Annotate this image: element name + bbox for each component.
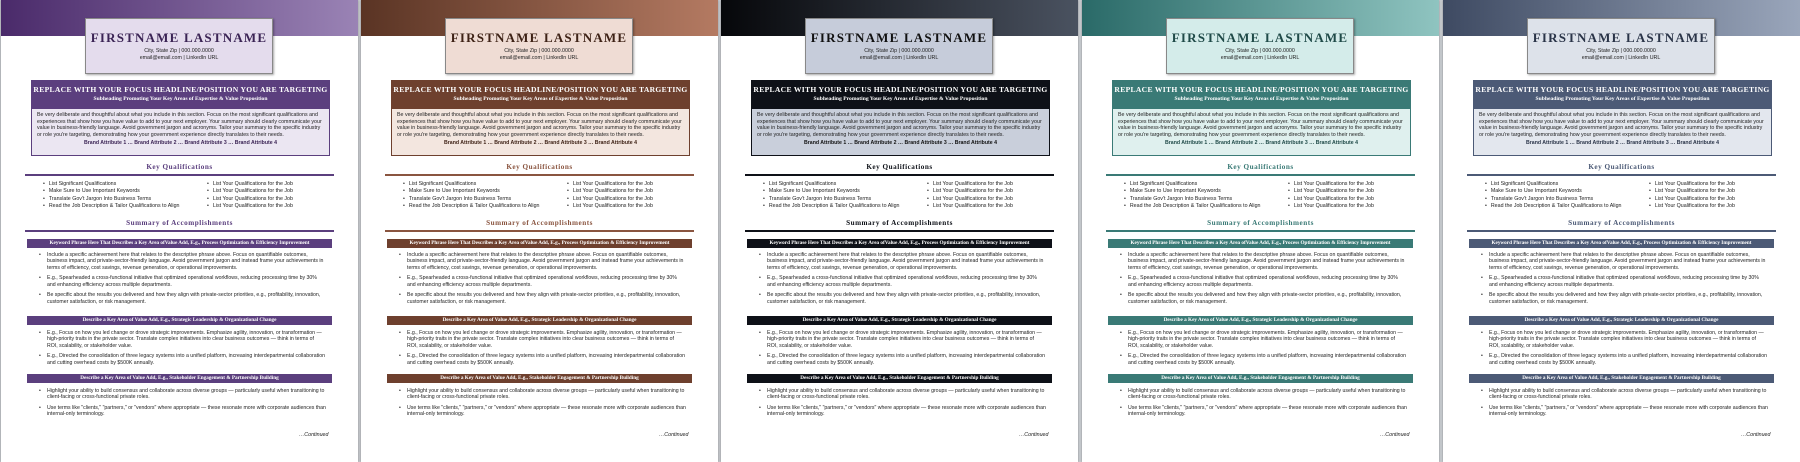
contact-line-1: City, State Zip | 000.000.0000 xyxy=(1225,48,1295,54)
accomplishment-bullet: • E.g., Spearheaded a cross-functional initiative that optimized operational workflows, reducing processing time by 30% and enhancing efficiency across multiple departments. xyxy=(39,275,326,288)
accomplishment-bullet: • Include a specific achievement here that relates to the descriptive phrase above. Focus on quantifiable outcomes, business impact, and private-sector-friendly language. Avoid government jargon and instead frame your achievements in terms of efficiency, cost savings, revenue generation, or operational improvements. xyxy=(1120,252,1407,271)
summary-text: Be very deliberate and thoughtful about what you include in this section. Focus on the most significant qualifications and experiences that show how you have value to add to your next employer. Your summary should clearly communicate your value in business-friendly language. Avoid government jargon and acronyms. Tailor your summary to the specific industry or role you're targeting, demonstrating how your government experience directly translates to their needs. xyxy=(397,112,682,138)
accomplishment-bullets xyxy=(1120,388,1407,422)
accomplishment-group-header: Describe a Key Area of Value Add, E.g., Strategic Leadership & Organizational Change xyxy=(387,316,692,325)
section-rule xyxy=(25,230,334,232)
section-rule xyxy=(1467,230,1776,232)
summary-text: Be very deliberate and thoughtful about what you include in this section. Focus on the most significant qualifications and experiences that show how you have value to add to your next employer. Your summary should clearly communicate your value in business-friendly language. Avoid government jargon and acronyms. Tailor your summary to the specific industry or role you're targeting, demonstrating how your government experience directly translates to their needs. xyxy=(757,112,1042,138)
brand-attributes: Brand Attribute 1 … Brand Attribute 2 … Brand Attribute 3 … Brand Attribute 4 xyxy=(1526,140,1719,146)
qualification-item: • List Significant Qualifications xyxy=(403,181,567,188)
headline: REPLACE WITH YOUR FOCUS HEADLINE/POSITION YOU ARE TARGETING xyxy=(753,85,1048,94)
qualification-item: • Translate Gov't Jargon Into Business Terms xyxy=(763,196,927,203)
section-rule xyxy=(385,230,694,232)
accomplishments-title: Summary of Accomplishments xyxy=(486,219,593,227)
brand-attributes: Brand Attribute 1 … Brand Attribute 2 … Brand Attribute 3 … Brand Attribute 4 xyxy=(444,140,637,146)
qualification-item: • List Your Qualifications for the Job xyxy=(927,203,1053,210)
accomplishment-bullet: • E.g., Directed the consolidation of three legacy systems into a unified platform, increasing interdepartmental collaboration and cutting overhead costs by $500K annually. xyxy=(39,353,326,366)
subheadline: Subheading Promoting Your Key Areas of Expertise & Value Proposition xyxy=(813,96,988,102)
qualification-item: • List Your Qualifications for the Job xyxy=(207,188,333,195)
accomplishment-bullet: • Highlight your ability to build consensus and collaborate across diverse groups — particularly useful when transitioning to client-facing or cross-functional private roles. xyxy=(1481,388,1768,401)
accomplishment-bullets xyxy=(399,252,686,309)
qualification-item: • Make Sure to Use Important Keywords xyxy=(403,188,567,195)
name-box xyxy=(445,18,633,74)
accomplishment-bullets xyxy=(759,388,1046,422)
name-box xyxy=(1527,18,1715,74)
qualification-item: • List Significant Qualifications xyxy=(1124,181,1288,188)
summary-box xyxy=(751,80,1050,156)
qualification-item: • Read the Job Description & Tailor Qualifications to Align xyxy=(1485,203,1649,210)
summary-box xyxy=(391,80,690,156)
qualification-item: • Translate Gov't Jargon Into Business Terms xyxy=(43,196,207,203)
contact-line-1: City, State Zip | 000.000.0000 xyxy=(864,48,934,54)
accomplishment-group-header: Describe a Key Area of Value Add, E.g., Stakeholder Engagement & Partnership Building xyxy=(747,374,1052,383)
accomplishment-bullets xyxy=(39,330,326,370)
qualification-item: • List Your Qualifications for the Job xyxy=(927,188,1053,195)
accomplishment-bullets xyxy=(399,330,686,370)
qualification-item: • List Your Qualifications for the Job xyxy=(1288,203,1414,210)
resume-page[interactable] xyxy=(1,0,358,462)
section-rule xyxy=(1106,174,1415,176)
accomplishments-title: Summary of Accomplishments xyxy=(846,219,953,227)
contact-line-2: email@email.com | LinkedIn URL xyxy=(1581,55,1661,61)
accomplishment-bullet: • E.g., Focus on how you led change or drove strategic improvements. Emphasize agility, innovation, or transformation — high-priority traits in the private sector. Translate complex initiatives into clear business outcomes — think in terms of ROI, scalability, or stakeholder value. xyxy=(1120,330,1407,349)
qualification-item: • List Your Qualifications for the Job xyxy=(207,181,333,188)
qualification-item: • List Your Qualifications for the Job xyxy=(1649,188,1775,195)
resume-page[interactable] xyxy=(721,0,1078,462)
accomplishment-bullet: • Highlight your ability to build consensus and collaborate across diverse groups — particularly useful when transitioning to client-facing or cross-functional private roles. xyxy=(399,388,686,401)
qualification-item: • List Your Qualifications for the Job xyxy=(567,203,693,210)
qualification-item: • Read the Job Description & Tailor Qualifications to Align xyxy=(763,203,927,210)
section-rule xyxy=(25,174,334,176)
headline-banner xyxy=(392,81,689,109)
qualification-item: • List Your Qualifications for the Job xyxy=(207,203,333,210)
accomplishment-bullet: • Include a specific achievement here that relates to the descriptive phrase above. Focus on quantifiable outcomes, business impact, and private-sector-friendly language. Avoid government jargon and instead frame your achievements in terms of efficiency, cost savings, revenue generation, or operational improvements. xyxy=(759,252,1046,271)
accomplishment-bullet: • E.g., Focus on how you led change or drove strategic improvements. Emphasize agility, innovation, or transformation — high-priority traits in the private sector. Translate complex initiatives into clear business outcomes — think in terms of ROI, scalability, or stakeholder value. xyxy=(1481,330,1768,349)
accomplishment-bullet: • E.g., Focus on how you led change or drove strategic improvements. Emphasize agility, innovation, or transformation — high-priority traits in the private sector. Translate complex initiatives into clear business outcomes — think in terms of ROI, scalability, or stakeholder value. xyxy=(399,330,686,349)
key-qualifications-title: Key Qualifications xyxy=(866,163,933,171)
brand-attributes: Brand Attribute 1 … Brand Attribute 2 … Brand Attribute 3 … Brand Attribute 4 xyxy=(804,140,997,146)
accomplishment-group-header: Describe a Key Area of Value Add, E.g., Stakeholder Engagement & Partnership Building xyxy=(1469,374,1774,383)
accomplishment-bullet: • E.g., Directed the consolidation of three legacy systems into a unified platform, increasing interdepartmental collaboration and cutting overhead costs by $500K annually. xyxy=(1120,353,1407,366)
accomplishment-bullet: • E.g., Focus on how you led change or drove strategic improvements. Emphasize agility, innovation, or transformation — high-priority traits in the private sector. Translate complex initiatives into clear business outcomes — think in terms of ROI, scalability, or stakeholder value. xyxy=(759,330,1046,349)
resume-page[interactable] xyxy=(361,0,718,462)
accomplishment-bullet: • Use terms like "clients," "partners," or "vendors" where appropriate — these resonate more with corporate audiences than internal-only terminology. xyxy=(39,405,326,418)
accomplishment-bullet: • Use terms like "clients," "partners," or "vendors" where appropriate — these resonate more with corporate audiences than internal-only terminology. xyxy=(1481,405,1768,418)
summary-text: Be very deliberate and thoughtful about what you include in this section. Focus on the most significant qualifications and experiences that show how you have value to add to your next employer. Your summary should clearly communicate your value in business-friendly language. Avoid government jargon and acronyms. Tailor your summary to the specific industry or role you're targeting, demonstrating how your government experience directly translates to their needs. xyxy=(1118,112,1403,138)
accomplishments-title: Summary of Accomplishments xyxy=(1568,219,1675,227)
accomplishments-title: Summary of Accomplishments xyxy=(1207,219,1314,227)
qualifications-list xyxy=(1485,181,1775,210)
qualification-item: • List Your Qualifications for the Job xyxy=(1288,188,1414,195)
key-qualifications-title: Key Qualifications xyxy=(1227,163,1294,171)
qualification-item: • List Significant Qualifications xyxy=(43,181,207,188)
qualification-item: • Make Sure to Use Important Keywords xyxy=(1124,188,1288,195)
accomplishment-bullets xyxy=(1481,330,1768,370)
candidate-name: FIRSTNAME LASTNAME xyxy=(1171,30,1349,45)
qualifications-list xyxy=(1124,181,1414,210)
headline: REPLACE WITH YOUR FOCUS HEADLINE/POSITION YOU ARE TARGETING xyxy=(393,85,688,94)
qualification-item: • List Significant Qualifications xyxy=(763,181,927,188)
accomplishment-bullet: • E.g., Directed the consolidation of three legacy systems into a unified platform, increasing interdepartmental collaboration and cutting overhead costs by $500K annually. xyxy=(399,353,686,366)
accomplishment-group-header: Describe a Key Area of Value Add, E.g., Stakeholder Engagement & Partnership Building xyxy=(27,374,332,383)
accomplishment-bullet: • Include a specific achievement here that relates to the descriptive phrase above. Focus on quantifiable outcomes, business impact, and private-sector-friendly language. Avoid government jargon and instead frame your achievements in terms of efficiency, cost savings, revenue generation, or operational improvements. xyxy=(399,252,686,271)
continued-note: …Continued xyxy=(1741,432,1771,438)
accomplishment-group-header: Keyword Phrase Here That Describes a Key Area ofValue Add, E.g., Process Optimization & Efficiency Improvement xyxy=(27,239,332,248)
accomplishment-bullet: • Highlight your ability to build consensus and collaborate across diverse groups — particularly useful when transitioning to client-facing or cross-functional private roles. xyxy=(39,388,326,401)
accomplishment-group-header: Describe a Key Area of Value Add, E.g., Stakeholder Engagement & Partnership Building xyxy=(1108,374,1413,383)
contact-line-2: email@email.com | LinkedIn URL xyxy=(859,55,939,61)
qualification-item: • List Your Qualifications for the Job xyxy=(927,196,1053,203)
brand-attributes: Brand Attribute 1 … Brand Attribute 2 … Brand Attribute 3 … Brand Attribute 4 xyxy=(1165,140,1358,146)
name-box xyxy=(1166,18,1354,74)
accomplishment-bullet: • Use terms like "clients," "partners," or "vendors" where appropriate — these resonate more with corporate audiences than internal-only terminology. xyxy=(399,405,686,418)
qualification-item: • Make Sure to Use Important Keywords xyxy=(1485,188,1649,195)
section-rule xyxy=(1106,230,1415,232)
subheadline: Subheading Promoting Your Key Areas of Expertise & Value Proposition xyxy=(453,96,628,102)
accomplishment-bullet: • E.g., Spearheaded a cross-functional initiative that optimized operational workflows, reducing processing time by 30% and enhancing efficiency across multiple departments. xyxy=(759,275,1046,288)
accomplishment-bullet: • Highlight your ability to build consensus and collaborate across diverse groups — particularly useful when transitioning to client-facing or cross-functional private roles. xyxy=(759,388,1046,401)
accomplishment-group-header: Describe a Key Area of Value Add, E.g., Strategic Leadership & Organizational Change xyxy=(1108,316,1413,325)
qualification-item: • List Your Qualifications for the Job xyxy=(1649,181,1775,188)
qualification-item: • List Significant Qualifications xyxy=(1485,181,1649,188)
resume-page[interactable] xyxy=(1082,0,1439,462)
contact-line-2: email@email.com | LinkedIn URL xyxy=(499,55,579,61)
accomplishment-bullet: • Include a specific achievement here that relates to the descriptive phrase above. Focus on quantifiable outcomes, business impact, and private-sector-friendly language. Avoid government jargon and instead frame your achievements in terms of efficiency, cost savings, revenue generation, or operational improvements. xyxy=(39,252,326,271)
accomplishment-bullets xyxy=(1481,252,1768,309)
accomplishment-group-header: Describe a Key Area of Value Add, E.g., Stakeholder Engagement & Partnership Building xyxy=(387,374,692,383)
headline: REPLACE WITH YOUR FOCUS HEADLINE/POSITION YOU ARE TARGETING xyxy=(33,85,328,94)
continued-note: …Continued xyxy=(659,432,689,438)
accomplishment-group-header: Keyword Phrase Here That Describes a Key Area ofValue Add, E.g., Process Optimization & Efficiency Improvement xyxy=(1469,239,1774,248)
continued-note: …Continued xyxy=(299,432,329,438)
accomplishment-bullets xyxy=(399,388,686,422)
qualification-item: • Read the Job Description & Tailor Qualifications to Align xyxy=(1124,203,1288,210)
subheadline: Subheading Promoting Your Key Areas of Expertise & Value Proposition xyxy=(93,96,268,102)
accomplishment-bullet: • Highlight your ability to build consensus and collaborate across diverse groups — particularly useful when transitioning to client-facing or cross-functional private roles. xyxy=(1120,388,1407,401)
qualifications-list xyxy=(763,181,1053,210)
summary-box xyxy=(31,80,330,156)
accomplishment-bullet: • Use terms like "clients," "partners," or "vendors" where appropriate — these resonate more with corporate audiences than internal-only terminology. xyxy=(1120,405,1407,418)
contact-line-2: email@email.com | LinkedIn URL xyxy=(1220,55,1300,61)
accomplishment-bullets xyxy=(759,330,1046,370)
candidate-name: FIRSTNAME LASTNAME xyxy=(90,30,268,45)
contact-line-1: City, State Zip | 000.000.0000 xyxy=(1586,48,1656,54)
accomplishment-bullet: • E.g., Directed the consolidation of three legacy systems into a unified platform, increasing interdepartmental collaboration and cutting overhead costs by $500K annually. xyxy=(759,353,1046,366)
accomplishment-bullet: • E.g., Spearheaded a cross-functional initiative that optimized operational workflows, reducing processing time by 30% and enhancing efficiency across multiple departments. xyxy=(1120,275,1407,288)
summary-text: Be very deliberate and thoughtful about what you include in this section. Focus on the most significant qualifications and experiences that show how you have value to add to your next employer. Your summary should clearly communicate your value in business-friendly language. Avoid government jargon and acronyms. Tailor your summary to the specific industry or role you're targeting, demonstrating how your government experience directly translates to their needs. xyxy=(1479,112,1764,138)
accomplishment-bullet: • E.g., Spearheaded a cross-functional initiative that optimized operational workflows, reducing processing time by 30% and enhancing efficiency across multiple departments. xyxy=(399,275,686,288)
accomplishment-group-header: Describe a Key Area of Value Add, E.g., Strategic Leadership & Organizational Change xyxy=(1469,316,1774,325)
summary-text: Be very deliberate and thoughtful about what you include in this section. Focus on the most significant qualifications and experiences that show how you have value to add to your next employer. Your summary should clearly communicate your value in business-friendly language. Avoid government jargon and acronyms. Tailor your summary to the specific industry or role you're targeting, demonstrating how your government experience directly translates to their needs. xyxy=(37,112,322,138)
qualification-item: • List Your Qualifications for the Job xyxy=(927,181,1053,188)
subheadline: Subheading Promoting Your Key Areas of Expertise & Value Proposition xyxy=(1174,96,1349,102)
accomplishment-bullets xyxy=(1481,388,1768,422)
qualification-item: • Translate Gov't Jargon Into Business Terms xyxy=(1124,196,1288,203)
accomplishment-bullets xyxy=(1120,252,1407,309)
accomplishment-bullet: • Include a specific achievement here that relates to the descriptive phrase above. Focus on quantifiable outcomes, business impact, and private-sector-friendly language. Avoid government jargon and instead frame your achievements in terms of efficiency, cost savings, revenue generation, or operational improvements. xyxy=(1481,252,1768,271)
subheadline: Subheading Promoting Your Key Areas of Expertise & Value Proposition xyxy=(1535,96,1710,102)
accomplishment-bullet: • Use terms like "clients," "partners," or "vendors" where appropriate — these resonate more with corporate audiences than internal-only terminology. xyxy=(759,405,1046,418)
key-qualifications-title: Key Qualifications xyxy=(1588,163,1655,171)
qualification-item: • List Your Qualifications for the Job xyxy=(207,196,333,203)
qualification-item: • List Your Qualifications for the Job xyxy=(1288,196,1414,203)
qualification-item: • List Your Qualifications for the Job xyxy=(567,188,693,195)
accomplishment-bullets xyxy=(39,252,326,309)
candidate-name: FIRSTNAME LASTNAME xyxy=(450,30,628,45)
candidate-name: FIRSTNAME LASTNAME xyxy=(810,30,988,45)
accomplishment-bullets xyxy=(759,252,1046,309)
qualification-item: • List Your Qualifications for the Job xyxy=(1649,203,1775,210)
qualification-item: • List Your Qualifications for the Job xyxy=(567,196,693,203)
qualifications-list xyxy=(403,181,693,210)
accomplishments-title: Summary of Accomplishments xyxy=(126,219,233,227)
accomplishment-group-header: Describe a Key Area of Value Add, E.g., Strategic Leadership & Organizational Change xyxy=(27,316,332,325)
section-rule xyxy=(745,174,1054,176)
key-qualifications-title: Key Qualifications xyxy=(506,163,573,171)
headline-banner xyxy=(32,81,329,109)
qualification-item: • Read the Job Description & Tailor Qualifications to Align xyxy=(403,203,567,210)
accomplishment-bullet: • Be specific about the results you delivered and how they align with private-sector priorities, e.g., profitability, innovation, customer satisfaction, or risk management. xyxy=(399,292,686,305)
contact-line-1: City, State Zip | 000.000.0000 xyxy=(144,48,214,54)
section-rule xyxy=(745,230,1054,232)
headline-banner xyxy=(1113,81,1410,109)
resume-page[interactable] xyxy=(1443,0,1800,462)
continued-note: …Continued xyxy=(1380,432,1410,438)
accomplishment-bullet: • Be specific about the results you delivered and how they align with private-sector priorities, e.g., profitability, innovation, customer satisfaction, or risk management. xyxy=(759,292,1046,305)
contact-line-2: email@email.com | LinkedIn URL xyxy=(139,55,219,61)
qualification-item: • List Your Qualifications for the Job xyxy=(1649,196,1775,203)
headline-banner xyxy=(1474,81,1771,109)
accomplishment-bullet: • Be specific about the results you delivered and how they align with private-sector priorities, e.g., profitability, innovation, customer satisfaction, or risk management. xyxy=(39,292,326,305)
accomplishment-group-header: Keyword Phrase Here That Describes a Key Area ofValue Add, E.g., Process Optimization & Efficiency Improvement xyxy=(387,239,692,248)
headline: REPLACE WITH YOUR FOCUS HEADLINE/POSITION YOU ARE TARGETING xyxy=(1114,85,1409,94)
summary-box xyxy=(1473,80,1772,156)
summary-box xyxy=(1112,80,1411,156)
headline-banner xyxy=(752,81,1049,109)
qualification-item: • Read the Job Description & Tailor Qualifications to Align xyxy=(43,203,207,210)
qualification-item: • Translate Gov't Jargon Into Business Terms xyxy=(1485,196,1649,203)
accomplishment-group-header: Describe a Key Area of Value Add, E.g., Strategic Leadership & Organizational Change xyxy=(747,316,1052,325)
accomplishment-bullet: • E.g., Directed the consolidation of three legacy systems into a unified platform, increasing interdepartmental collaboration and cutting overhead costs by $500K annually. xyxy=(1481,353,1768,366)
headline: REPLACE WITH YOUR FOCUS HEADLINE/POSITION YOU ARE TARGETING xyxy=(1475,85,1770,94)
qualification-item: • List Your Qualifications for the Job xyxy=(1288,181,1414,188)
key-qualifications-title: Key Qualifications xyxy=(146,163,213,171)
qualification-item: • Translate Gov't Jargon Into Business Terms xyxy=(403,196,567,203)
qualifications-list xyxy=(43,181,333,210)
continued-note: …Continued xyxy=(1019,432,1049,438)
accomplishment-bullets xyxy=(1120,330,1407,370)
name-box xyxy=(85,18,273,74)
accomplishment-bullet: • Be specific about the results you delivered and how they align with private-sector priorities, e.g., profitability, innovation, customer satisfaction, or risk management. xyxy=(1481,292,1768,305)
accomplishment-bullet: • Be specific about the results you delivered and how they align with private-sector priorities, e.g., profitability, innovation, customer satisfaction, or risk management. xyxy=(1120,292,1407,305)
accomplishment-group-header: Keyword Phrase Here That Describes a Key Area ofValue Add, E.g., Process Optimization & Efficiency Improvement xyxy=(747,239,1052,248)
section-rule xyxy=(385,174,694,176)
qualification-item: • Make Sure to Use Important Keywords xyxy=(43,188,207,195)
accomplishment-bullet: • E.g., Focus on how you led change or drove strategic improvements. Emphasize agility, innovation, or transformation — high-priority traits in the private sector. Translate complex initiatives into clear business outcomes — think in terms of ROI, scalability, or stakeholder value. xyxy=(39,330,326,349)
qualification-item: • List Your Qualifications for the Job xyxy=(567,181,693,188)
accomplishment-bullets xyxy=(39,388,326,422)
accomplishment-bullet: • E.g., Spearheaded a cross-functional initiative that optimized operational workflows, reducing processing time by 30% and enhancing efficiency across multiple departments. xyxy=(1481,275,1768,288)
name-box xyxy=(805,18,993,74)
accomplishment-group-header: Keyword Phrase Here That Describes a Key Area ofValue Add, E.g., Process Optimization & Efficiency Improvement xyxy=(1108,239,1413,248)
candidate-name: FIRSTNAME LASTNAME xyxy=(1532,30,1710,45)
section-rule xyxy=(1467,174,1776,176)
qualification-item: • Make Sure to Use Important Keywords xyxy=(763,188,927,195)
contact-line-1: City, State Zip | 000.000.0000 xyxy=(504,48,574,54)
brand-attributes: Brand Attribute 1 … Brand Attribute 2 … Brand Attribute 3 … Brand Attribute 4 xyxy=(84,140,277,146)
